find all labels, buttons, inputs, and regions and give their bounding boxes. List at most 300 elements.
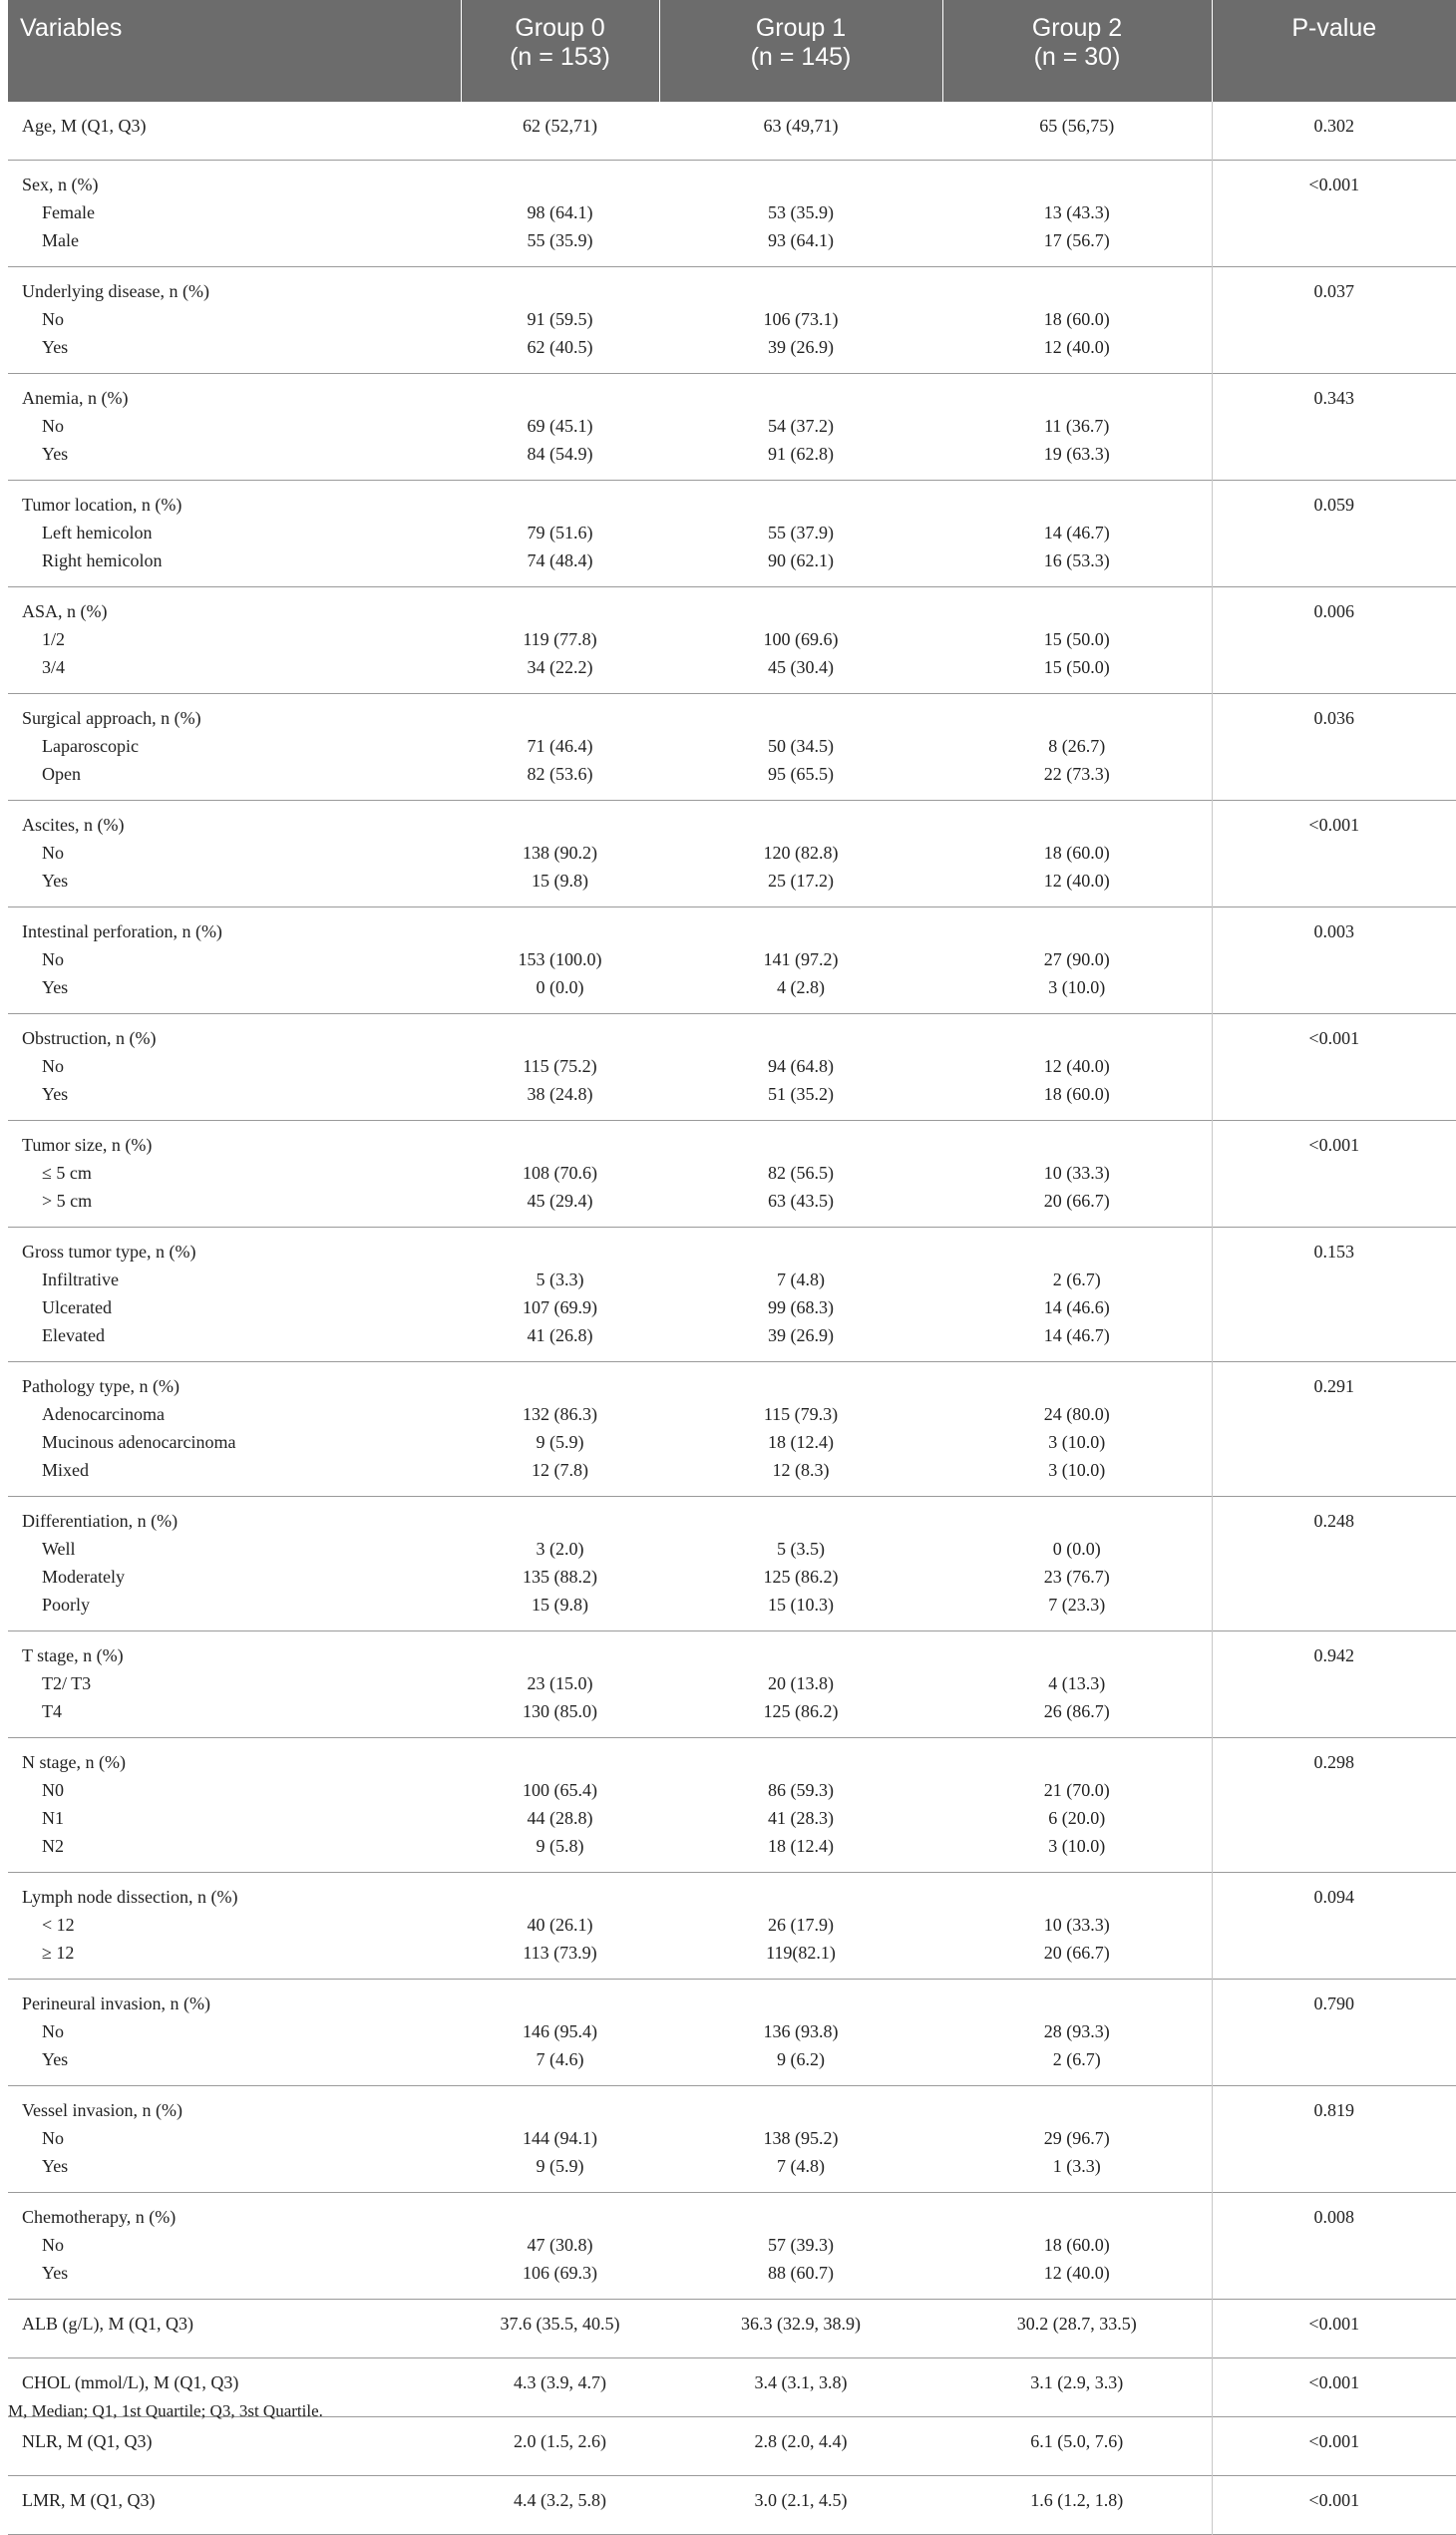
group-0-value: 45 (29.4)	[461, 1187, 659, 1215]
category-label: N2	[22, 1832, 461, 1860]
group-1-value: 4 (2.8)	[659, 973, 942, 1001]
table-row	[8, 102, 1456, 161]
group-2-value: 13 (43.3)	[942, 198, 1212, 226]
variable-cell	[8, 102, 461, 161]
group-2-value: 21 (70.0)	[942, 1776, 1212, 1804]
p-value-cell	[1212, 481, 1456, 587]
group-1-value: 125 (86.2)	[659, 1563, 942, 1591]
group-0-cell	[461, 102, 659, 161]
variable-cell	[8, 1228, 461, 1362]
p-value-cell	[1212, 694, 1456, 801]
group-2-cell	[942, 587, 1212, 694]
group-0-value: 15 (9.8)	[461, 867, 659, 895]
category-label: Yes	[22, 333, 461, 361]
table-row	[8, 1631, 1456, 1738]
group-1-cell	[659, 587, 942, 694]
header-group-2-label: Group 2	[943, 14, 1212, 43]
variable-label: Age, M (Q1, Q3)	[22, 112, 461, 140]
table-row	[8, 587, 1456, 694]
group-0-value: 113 (73.9)	[461, 1939, 659, 1967]
group-0-cell	[461, 587, 659, 694]
group-2-value: 3 (10.0)	[942, 1428, 1212, 1456]
group-1-value: 51 (35.2)	[659, 1080, 942, 1108]
group-2-value: 1 (3.3)	[942, 2152, 1212, 2180]
group-2-value: 6.1 (5.0, 7.6)	[942, 2427, 1212, 2455]
group-0-value: 144 (94.1)	[461, 2124, 659, 2152]
category-label: Elevated	[22, 1321, 461, 1349]
group-2-value: 29 (96.7)	[942, 2124, 1212, 2152]
group-2-value: 3 (10.0)	[942, 1456, 1212, 1484]
category-label: No	[22, 2017, 461, 2045]
table-row	[8, 481, 1456, 587]
p-value: 0.302	[1213, 112, 1456, 140]
group-0-cell	[461, 2300, 659, 2358]
variable-label: Lymph node dissection, n (%)	[22, 1883, 461, 1911]
header-variables: Variables	[8, 0, 461, 102]
group-1-value: 57 (39.3)	[659, 2231, 942, 2259]
variable-cell	[8, 2086, 461, 2193]
group-2-value: 3.1 (2.9, 3.3)	[942, 2368, 1212, 2396]
table-row	[8, 1362, 1456, 1497]
variable-label: Tumor location, n (%)	[22, 491, 461, 519]
category-label: Laparoscopic	[22, 732, 461, 760]
group-2-value: 12 (40.0)	[942, 2259, 1212, 2287]
group-0-value: 37.6 (35.5, 40.5)	[461, 2310, 659, 2338]
group-0-value: 132 (86.3)	[461, 1400, 659, 1428]
group-0-cell	[461, 2476, 659, 2535]
group-0-value: 71 (46.4)	[461, 732, 659, 760]
group-1-value: 12 (8.3)	[659, 1456, 942, 1484]
group-1-cell	[659, 2300, 942, 2358]
category-label: No	[22, 2231, 461, 2259]
group-0-value: 2.0 (1.5, 2.6)	[461, 2427, 659, 2455]
group-1-value: 18 (12.4)	[659, 1832, 942, 1860]
variable-cell	[8, 587, 461, 694]
group-1-cell	[659, 801, 942, 907]
p-value-cell	[1212, 102, 1456, 161]
p-value: 0.153	[1213, 1238, 1456, 1266]
group-1-value: 88 (60.7)	[659, 2259, 942, 2287]
group-0-value: 138 (90.2)	[461, 839, 659, 867]
group-1-value: 53 (35.9)	[659, 198, 942, 226]
category-label: > 5 cm	[22, 1187, 461, 1215]
category-label: Yes	[22, 867, 461, 895]
group-1-value: 39 (26.9)	[659, 333, 942, 361]
variable-cell	[8, 267, 461, 374]
category-label: T4	[22, 1697, 461, 1725]
group-1-value: 50 (34.5)	[659, 732, 942, 760]
category-label: Well	[22, 1535, 461, 1563]
group-0-cell	[461, 801, 659, 907]
group-0-value: 9 (5.9)	[461, 1428, 659, 1456]
group-1-value: 120 (82.8)	[659, 839, 942, 867]
group-2-cell	[942, 2476, 1212, 2535]
group-1-cell	[659, 2358, 942, 2417]
table-row	[8, 1497, 1456, 1631]
group-2-value: 15 (50.0)	[942, 625, 1212, 653]
group-2-value: 8 (26.7)	[942, 732, 1212, 760]
table-row	[8, 374, 1456, 481]
group-0-cell	[461, 161, 659, 267]
p-value: 0.343	[1213, 384, 1456, 412]
variable-cell	[8, 1497, 461, 1631]
table-row	[8, 694, 1456, 801]
group-1-value: 41 (28.3)	[659, 1804, 942, 1832]
table-row	[8, 267, 1456, 374]
group-2-cell	[942, 102, 1212, 161]
group-1-value: 15 (10.3)	[659, 1591, 942, 1619]
group-2-value: 1.6 (1.2, 1.8)	[942, 2486, 1212, 2514]
p-value: <0.001	[1213, 2368, 1456, 2396]
category-label: Ulcerated	[22, 1293, 461, 1321]
group-0-value: 98 (64.1)	[461, 198, 659, 226]
group-2-value: 10 (33.3)	[942, 1159, 1212, 1187]
group-2-cell	[942, 481, 1212, 587]
category-label: No	[22, 945, 461, 973]
group-0-cell	[461, 374, 659, 481]
category-label: T2/ T3	[22, 1669, 461, 1697]
group-2-value: 10 (33.3)	[942, 1911, 1212, 1939]
group-1-cell	[659, 907, 942, 1014]
group-1-cell	[659, 2417, 942, 2476]
table-header	[8, 0, 1456, 102]
group-2-value: 3 (10.0)	[942, 973, 1212, 1001]
group-2-value: 19 (63.3)	[942, 440, 1212, 468]
group-1-cell	[659, 2086, 942, 2193]
variable-label: CHOL (mmol/L), M (Q1, Q3)	[22, 2368, 461, 2396]
group-2-value: 12 (40.0)	[942, 1052, 1212, 1080]
p-value: <0.001	[1213, 2486, 1456, 2514]
p-value-cell	[1212, 2476, 1456, 2535]
group-2-value: 0 (0.0)	[942, 1535, 1212, 1563]
group-1-value: 3.0 (2.1, 4.5)	[659, 2486, 942, 2514]
group-0-value: 4.4 (3.2, 5.8)	[461, 2486, 659, 2514]
group-0-cell	[461, 1362, 659, 1497]
group-1-value: 119(82.1)	[659, 1939, 942, 1967]
p-value: 0.291	[1213, 1372, 1456, 1400]
group-1-value: 5 (3.5)	[659, 1535, 942, 1563]
group-2-cell	[942, 1873, 1212, 1980]
p-value-cell	[1212, 2417, 1456, 2476]
p-value: 0.008	[1213, 2203, 1456, 2231]
group-1-cell	[659, 161, 942, 267]
table-row	[8, 1980, 1456, 2086]
group-2-value: 28 (93.3)	[942, 2017, 1212, 2045]
group-1-value: 86 (59.3)	[659, 1776, 942, 1804]
group-0-value: 119 (77.8)	[461, 625, 659, 653]
variable-cell	[8, 481, 461, 587]
group-2-cell	[942, 1121, 1212, 1228]
group-1-value: 39 (26.9)	[659, 1321, 942, 1349]
p-value: <0.001	[1213, 811, 1456, 839]
category-label: No	[22, 1052, 461, 1080]
group-2-value: 12 (40.0)	[942, 867, 1212, 895]
group-0-value: 5 (3.3)	[461, 1266, 659, 1293]
p-value: 0.819	[1213, 2096, 1456, 2124]
group-0-value: 115 (75.2)	[461, 1052, 659, 1080]
group-0-cell	[461, 1014, 659, 1121]
group-1-value: 141 (97.2)	[659, 945, 942, 973]
group-1-value: 82 (56.5)	[659, 1159, 942, 1187]
group-0-value: 34 (22.2)	[461, 653, 659, 681]
category-label: < 12	[22, 1911, 461, 1939]
group-1-value: 9 (6.2)	[659, 2045, 942, 2073]
category-label: 1/2	[22, 625, 461, 653]
group-2-value: 6 (20.0)	[942, 1804, 1212, 1832]
variable-label: Ascites, n (%)	[22, 811, 461, 839]
p-value: 0.094	[1213, 1883, 1456, 1911]
variable-label: N stage, n (%)	[22, 1748, 461, 1776]
group-2-value: 22 (73.3)	[942, 760, 1212, 788]
group-1-cell	[659, 102, 942, 161]
group-2-value: 2 (6.7)	[942, 2045, 1212, 2073]
group-0-cell	[461, 1228, 659, 1362]
group-0-value: 82 (53.6)	[461, 760, 659, 788]
group-2-value: 14 (46.6)	[942, 1293, 1212, 1321]
group-0-value: 135 (88.2)	[461, 1563, 659, 1591]
variable-label: Gross tumor type, n (%)	[22, 1238, 461, 1266]
group-1-cell	[659, 481, 942, 587]
group-1-value: 20 (13.8)	[659, 1669, 942, 1697]
group-2-value: 65 (56,75)	[942, 112, 1212, 140]
group-2-cell	[942, 2193, 1212, 2300]
category-label: Male	[22, 226, 461, 254]
group-0-value: 44 (28.8)	[461, 1804, 659, 1832]
variable-cell	[8, 2193, 461, 2300]
category-label: Moderately	[22, 1563, 461, 1591]
group-1-value: 115 (79.3)	[659, 1400, 942, 1428]
table-row	[8, 1873, 1456, 1980]
group-0-value: 23 (15.0)	[461, 1669, 659, 1697]
p-value-cell	[1212, 1121, 1456, 1228]
group-1-value: 93 (64.1)	[659, 226, 942, 254]
group-1-cell	[659, 1228, 942, 1362]
group-2-cell	[942, 1362, 1212, 1497]
header-group-0	[461, 0, 659, 102]
group-2-cell	[942, 1631, 1212, 1738]
group-2-cell	[942, 907, 1212, 1014]
header-group-1-label: Group 1	[660, 14, 942, 43]
variable-cell	[8, 1631, 461, 1738]
group-0-value: 106 (69.3)	[461, 2259, 659, 2287]
category-label: Yes	[22, 973, 461, 1001]
variable-label: Perineural invasion, n (%)	[22, 1990, 461, 2017]
group-1-value: 63 (49,71)	[659, 112, 942, 140]
p-value: 0.036	[1213, 704, 1456, 732]
group-1-value: 45 (30.4)	[659, 653, 942, 681]
table-row	[8, 1228, 1456, 1362]
category-label: No	[22, 412, 461, 440]
group-2-value: 3 (10.0)	[942, 1832, 1212, 1860]
group-2-value: 16 (53.3)	[942, 546, 1212, 574]
group-0-value: 84 (54.9)	[461, 440, 659, 468]
p-value: <0.001	[1213, 2427, 1456, 2455]
variable-label: T stage, n (%)	[22, 1641, 461, 1669]
p-value-cell	[1212, 1014, 1456, 1121]
category-label: 3/4	[22, 653, 461, 681]
p-value: 0.298	[1213, 1748, 1456, 1776]
group-0-value: 40 (26.1)	[461, 1911, 659, 1939]
table-body	[8, 102, 1456, 2535]
variable-cell	[8, 1980, 461, 2086]
group-1-value: 2.8 (2.0, 4.4)	[659, 2427, 942, 2455]
p-value-cell	[1212, 907, 1456, 1014]
variable-label: NLR, M (Q1, Q3)	[22, 2427, 461, 2455]
p-value-cell	[1212, 1362, 1456, 1497]
group-1-value: 138 (95.2)	[659, 2124, 942, 2152]
group-2-value: 15 (50.0)	[942, 653, 1212, 681]
category-label: Poorly	[22, 1591, 461, 1619]
group-1-value: 125 (86.2)	[659, 1697, 942, 1725]
group-2-cell	[942, 2358, 1212, 2417]
group-2-value: 14 (46.7)	[942, 519, 1212, 546]
group-1-cell	[659, 1980, 942, 2086]
group-0-cell	[461, 2417, 659, 2476]
group-2-value: 23 (76.7)	[942, 1563, 1212, 1591]
category-label: N1	[22, 1804, 461, 1832]
variable-cell	[8, 2476, 461, 2535]
group-0-value: 3 (2.0)	[461, 1535, 659, 1563]
group-0-value: 91 (59.5)	[461, 305, 659, 333]
table-row	[8, 801, 1456, 907]
group-0-value: 69 (45.1)	[461, 412, 659, 440]
group-2-cell	[942, 161, 1212, 267]
group-1-value: 7 (4.8)	[659, 2152, 942, 2180]
p-value: 0.790	[1213, 1990, 1456, 2017]
group-1-value: 18 (12.4)	[659, 1428, 942, 1456]
group-2-value: 18 (60.0)	[942, 1080, 1212, 1108]
variable-cell	[8, 1873, 461, 1980]
table-row	[8, 2476, 1456, 2535]
header-group-0-n: (n = 153)	[462, 43, 659, 72]
group-2-value: 26 (86.7)	[942, 1697, 1212, 1725]
group-0-cell	[461, 2193, 659, 2300]
group-2-value: 14 (46.7)	[942, 1321, 1212, 1349]
group-1-cell	[659, 2193, 942, 2300]
group-0-cell	[461, 2086, 659, 2193]
p-value: <0.001	[1213, 1131, 1456, 1159]
variable-cell	[8, 2300, 461, 2358]
variable-cell	[8, 907, 461, 1014]
table-row	[8, 161, 1456, 267]
variable-label: ASA, n (%)	[22, 597, 461, 625]
p-value-cell	[1212, 2193, 1456, 2300]
header-p-value: P-value	[1212, 0, 1456, 102]
variable-label: ALB (g/L), M (Q1, Q3)	[22, 2310, 461, 2338]
variable-label: Underlying disease, n (%)	[22, 277, 461, 305]
group-0-value: 107 (69.9)	[461, 1293, 659, 1321]
variable-label: Pathology type, n (%)	[22, 1372, 461, 1400]
category-label: ≤ 5 cm	[22, 1159, 461, 1187]
group-1-cell	[659, 2476, 942, 2535]
variable-cell	[8, 1121, 461, 1228]
header-group-0-label: Group 0	[462, 14, 659, 43]
p-value: <0.001	[1213, 171, 1456, 198]
variable-label: LMR, M (Q1, Q3)	[22, 2486, 461, 2514]
group-0-value: 7 (4.6)	[461, 2045, 659, 2073]
header-group-2-n: (n = 30)	[943, 43, 1212, 72]
group-2-value: 4 (13.3)	[942, 1669, 1212, 1697]
table-row	[8, 1121, 1456, 1228]
group-0-value: 9 (5.8)	[461, 1832, 659, 1860]
group-0-cell	[461, 1738, 659, 1873]
p-value-cell	[1212, 1228, 1456, 1362]
group-1-cell	[659, 694, 942, 801]
group-2-value: 11 (36.7)	[942, 412, 1212, 440]
group-1-value: 25 (17.2)	[659, 867, 942, 895]
group-1-value: 26 (17.9)	[659, 1911, 942, 1939]
group-0-value: 41 (26.8)	[461, 1321, 659, 1349]
group-1-value: 36.3 (32.9, 38.9)	[659, 2310, 942, 2338]
group-0-value: 153 (100.0)	[461, 945, 659, 973]
group-0-value: 47 (30.8)	[461, 2231, 659, 2259]
p-value: <0.001	[1213, 1024, 1456, 1052]
group-2-cell	[942, 1014, 1212, 1121]
variable-label: Obstruction, n (%)	[22, 1024, 461, 1052]
p-value-cell	[1212, 801, 1456, 907]
variable-cell	[8, 1362, 461, 1497]
group-0-value: 9 (5.9)	[461, 2152, 659, 2180]
p-value-cell	[1212, 1497, 1456, 1631]
table-row	[8, 2417, 1456, 2476]
p-value-cell	[1212, 1980, 1456, 2086]
group-1-cell	[659, 267, 942, 374]
group-0-cell	[461, 1497, 659, 1631]
category-label: No	[22, 839, 461, 867]
group-0-value: 62 (40.5)	[461, 333, 659, 361]
group-1-cell	[659, 1738, 942, 1873]
table-row	[8, 1738, 1456, 1873]
group-2-cell	[942, 1738, 1212, 1873]
group-1-value: 100 (69.6)	[659, 625, 942, 653]
table-row	[8, 2086, 1456, 2193]
group-2-value: 2 (6.7)	[942, 1266, 1212, 1293]
group-2-cell	[942, 1497, 1212, 1631]
category-label: Female	[22, 198, 461, 226]
p-value-cell	[1212, 374, 1456, 481]
category-label: Right hemicolon	[22, 546, 461, 574]
group-2-cell	[942, 374, 1212, 481]
category-label: Mixed	[22, 1456, 461, 1484]
group-0-value: 79 (51.6)	[461, 519, 659, 546]
group-2-cell	[942, 2417, 1212, 2476]
group-2-cell	[942, 694, 1212, 801]
category-label: Yes	[22, 1080, 461, 1108]
table-row	[8, 2193, 1456, 2300]
group-2-value: 17 (56.7)	[942, 226, 1212, 254]
group-2-value: 18 (60.0)	[942, 839, 1212, 867]
group-0-value: 12 (7.8)	[461, 1456, 659, 1484]
variable-label: Vessel invasion, n (%)	[22, 2096, 461, 2124]
variable-cell	[8, 1738, 461, 1873]
group-2-cell	[942, 2300, 1212, 2358]
group-0-cell	[461, 267, 659, 374]
group-0-cell	[461, 1873, 659, 1980]
group-2-cell	[942, 2086, 1212, 2193]
group-1-value: 55 (37.9)	[659, 519, 942, 546]
group-2-value: 12 (40.0)	[942, 333, 1212, 361]
variable-label: Sex, n (%)	[22, 171, 461, 198]
group-1-cell	[659, 1014, 942, 1121]
p-value: 0.006	[1213, 597, 1456, 625]
group-0-value: 38 (24.8)	[461, 1080, 659, 1108]
group-0-value: 146 (95.4)	[461, 2017, 659, 2045]
header-group-2	[942, 0, 1212, 102]
category-label: Mucinous adenocarcinoma	[22, 1428, 461, 1456]
group-0-cell	[461, 2358, 659, 2417]
group-1-value: 91 (62.8)	[659, 440, 942, 468]
p-value-cell	[1212, 2086, 1456, 2193]
